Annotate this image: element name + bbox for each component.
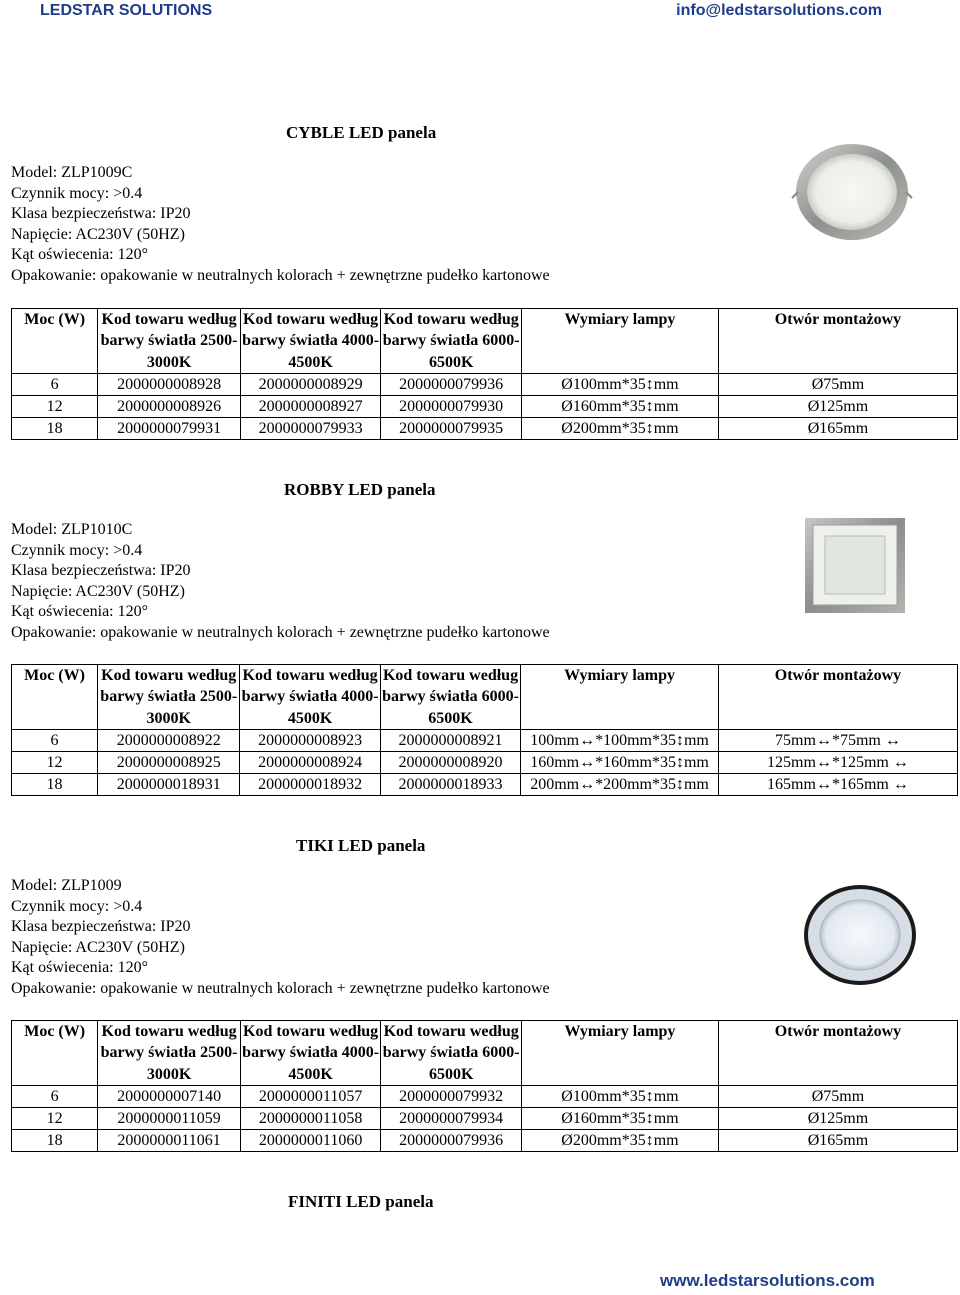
- spec-list: [11, 876, 550, 1000]
- company-website[interactable]: www.ledstarsolutions.com: [660, 1271, 875, 1290]
- header-code-neutral: Kod towaru według barwy światła 4000-4500K: [240, 665, 380, 730]
- header-dimensions: Wymiary lampy: [521, 1021, 718, 1086]
- spec-model: Model: ZLP1009C: [11, 164, 133, 181]
- section-title: ROBBY LED panela: [284, 480, 436, 499]
- spec-power-factor: Czynnik mocy: >0.4: [11, 897, 143, 915]
- cell-code-neutral: 2000000011057: [240, 1086, 381, 1108]
- spec-safety-class: Klasa bezpieczeństwa: IP20: [11, 918, 191, 936]
- table-header-row: [12, 665, 958, 730]
- cell-cutout: Ø125mm: [718, 396, 957, 418]
- cell-power: 18: [12, 418, 98, 440]
- cell-code-warm: 2000000018931: [98, 774, 240, 796]
- cell-code-neutral: 2000000008927: [240, 396, 381, 418]
- cell-code-warm: 2000000008925: [98, 752, 240, 774]
- cell-code-neutral: 2000000008924: [240, 752, 380, 774]
- table-row: [12, 374, 958, 396]
- header-code-warm: Kod towaru według barwy światła 2500-3000K: [98, 665, 240, 730]
- header-cutout: Otwór montażowy: [718, 1021, 957, 1086]
- spec-packaging: Opakowanie: opakowanie w neutralnych kolorach + zewnętrzne pudełko kartonowe: [11, 266, 550, 284]
- cell-code-warm: 2000000079931: [98, 418, 241, 440]
- table-header-row: [12, 309, 958, 374]
- cell-cutout: Ø165mm: [718, 1130, 957, 1152]
- cell-code-cool: 2000000079934: [381, 1108, 522, 1130]
- spec-voltage: Napięcie: AC230V (50HZ): [11, 938, 185, 956]
- cell-code-neutral: 2000000079933: [240, 418, 381, 440]
- cell-cutout: Ø75mm: [718, 374, 957, 396]
- header-code-cool: Kod towaru według barwy światła 6000-6500K: [380, 665, 520, 730]
- cell-power: 12: [12, 1108, 98, 1130]
- table-row: [12, 774, 958, 796]
- table-row: [12, 1130, 958, 1152]
- cell-cutout: Ø75mm: [718, 1086, 957, 1108]
- cell-dimensions: Ø100mm*35↕mm: [521, 374, 718, 396]
- table-row: [12, 1086, 958, 1108]
- spec-list: [11, 520, 550, 644]
- cell-dimensions: Ø160mm*35↕mm: [521, 396, 718, 418]
- cell-dimensions: 160mm↔*160mm*35↕mm: [521, 752, 719, 774]
- spec-safety-class: Klasa bezpieczeństwa: IP20: [11, 205, 191, 223]
- cell-dimensions: 200mm↔*200mm*35↕mm: [521, 774, 719, 796]
- company-email[interactable]: info@ledstarsolutions.com: [676, 2, 882, 19]
- cell-code-warm: 2000000008926: [98, 396, 241, 418]
- cell-code-cool: 2000000008920: [380, 752, 520, 774]
- table-row: [12, 752, 958, 774]
- cell-code-neutral: 2000000008923: [240, 730, 380, 752]
- cell-dimensions: Ø100mm*35↕mm: [521, 1086, 718, 1108]
- spec-model: Model: ZLP1009: [11, 877, 122, 894]
- header-dimensions: Wymiary lampy: [521, 309, 718, 374]
- cell-code-warm: 2000000007140: [98, 1086, 241, 1108]
- cell-cutout: 125mm↔*125mm ↔: [718, 752, 957, 774]
- spec-beam-angle: Kąt oświecenia: 120°: [11, 246, 149, 264]
- table-row: [12, 396, 958, 418]
- table-header-row: [12, 1021, 958, 1086]
- cell-code-neutral: 2000000008929: [240, 374, 381, 396]
- cell-code-neutral: 2000000011058: [240, 1108, 381, 1130]
- cell-code-cool: 2000000018933: [380, 774, 520, 796]
- cell-power: 6: [12, 730, 98, 752]
- header-cutout: Otwór montażowy: [718, 309, 957, 374]
- cell-code-warm: 2000000011059: [98, 1108, 241, 1130]
- table-row: [12, 418, 958, 440]
- header-power: Moc (W): [12, 665, 98, 730]
- cell-power: 6: [12, 1086, 98, 1108]
- cell-code-cool: 2000000079930: [381, 396, 522, 418]
- spec-model: Model: ZLP1010C: [11, 521, 133, 538]
- spec-voltage: Napięcie: AC230V (50HZ): [11, 225, 185, 243]
- cyble-panel-photo: [790, 140, 915, 250]
- header-dimensions: Wymiary lampy: [521, 665, 719, 730]
- product-table: [11, 664, 958, 796]
- header-code-neutral: Kod towaru według barwy światła 4000-4500K: [240, 1021, 381, 1086]
- cell-dimensions: Ø200mm*35↕mm: [521, 1130, 718, 1152]
- spec-power-factor: Czynnik mocy: >0.4: [11, 184, 143, 202]
- cell-dimensions: 100mm↔*100mm*35↕mm: [521, 730, 719, 752]
- cell-cutout: 165mm↔*165mm ↔: [718, 774, 957, 796]
- product-table: [11, 308, 958, 440]
- cell-code-neutral: 2000000018932: [240, 774, 380, 796]
- cell-code-warm: 2000000011061: [98, 1130, 241, 1152]
- cell-code-neutral: 2000000011060: [240, 1130, 381, 1152]
- product-table: [11, 1020, 958, 1152]
- spec-power-factor: Czynnik mocy: >0.4: [11, 541, 143, 559]
- cell-code-cool: 2000000079935: [381, 418, 522, 440]
- spec-beam-angle: Kąt oświecenia: 120°: [11, 603, 149, 621]
- tiki-panel-photo: [800, 880, 920, 990]
- header-power: Moc (W): [12, 1021, 98, 1086]
- header-code-warm: Kod towaru według barwy światła 2500-3000K: [98, 309, 241, 374]
- cell-code-cool: 2000000079932: [381, 1086, 522, 1108]
- cell-code-cool: 2000000079936: [381, 374, 522, 396]
- cell-power: 12: [12, 752, 98, 774]
- cell-power: 6: [12, 374, 98, 396]
- spec-voltage: Napięcie: AC230V (50HZ): [11, 582, 185, 600]
- cell-dimensions: Ø200mm*35↕mm: [521, 418, 718, 440]
- header-code-neutral: Kod towaru według barwy światła 4000-4500K: [240, 309, 381, 374]
- cell-code-cool: 2000000079936: [381, 1130, 522, 1152]
- header-code-cool: Kod towaru według barwy światła 6000-6500K: [381, 309, 522, 374]
- spec-packaging: Opakowanie: opakowanie w neutralnych kolorach + zewnętrzne pudełko kartonowe: [11, 623, 550, 641]
- table-row: [12, 1108, 958, 1130]
- section-title-finiti: FINITI LED panela: [288, 1192, 434, 1211]
- cell-cutout: Ø125mm: [718, 1108, 957, 1130]
- table-row: [12, 730, 958, 752]
- cell-dimensions: Ø160mm*35↕mm: [521, 1108, 718, 1130]
- spec-list: [11, 163, 550, 287]
- section-title: CYBLE LED panela: [286, 123, 437, 142]
- robby-panel-photo: [805, 518, 905, 613]
- cell-cutout: Ø165mm: [718, 418, 957, 440]
- spec-packaging: Opakowanie: opakowanie w neutralnych kolorach + zewnętrzne pudełko kartonowe: [11, 979, 550, 997]
- header-power: Moc (W): [12, 309, 98, 374]
- cell-code-warm: 2000000008922: [98, 730, 240, 752]
- spec-beam-angle: Kąt oświecenia: 120°: [11, 959, 149, 977]
- cell-power: 18: [12, 1130, 98, 1152]
- header-code-cool: Kod towaru według barwy światła 6000-6500K: [381, 1021, 522, 1086]
- cell-code-warm: 2000000008928: [98, 374, 241, 396]
- header-cutout: Otwór montażowy: [718, 665, 957, 730]
- section-title: TIKI LED panela: [296, 836, 426, 855]
- cell-power: 12: [12, 396, 98, 418]
- company-name: LEDSTAR SOLUTIONS: [40, 2, 213, 19]
- cell-power: 18: [12, 774, 98, 796]
- cell-code-cool: 2000000008921: [380, 730, 520, 752]
- cell-cutout: 75mm↔*75mm ↔: [718, 730, 957, 752]
- header-code-warm: Kod towaru według barwy światła 2500-3000K: [98, 1021, 241, 1086]
- spec-safety-class: Klasa bezpieczeństwa: IP20: [11, 562, 191, 580]
